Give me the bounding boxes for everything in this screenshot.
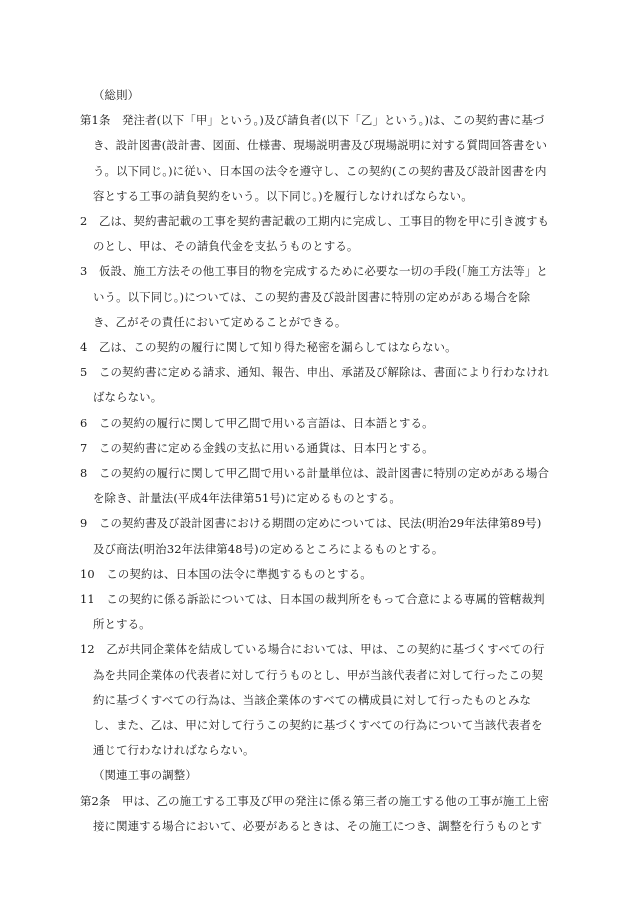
clause-10-paragraph: 10 この契約は、日本国の法令に準拠するものとする。	[80, 566, 372, 581]
clause-6-paragraph: 6 この契約の履行に関して甲乙間で用いる言語は、日本語とする。	[80, 415, 434, 430]
section-related-works-coordination	[80, 763, 550, 839]
article-1-paragraph: 第1条 発注者(以下「甲」という。)及び請負者(以下「乙」という。)は、この契約書に基づき、設計図書(設計書、図面、仕様書、現場説明書及び現場説明に対する質問回答書をいう。以下同じ。)に従い、日本国の法令を遵守し、この契約(この契約書及び設計図書を内容とする工事の請負契約をいう。以下同じ。)を履行しなければならない。	[80, 113, 548, 203]
section-general-provisions	[80, 83, 550, 763]
clause-8-paragraph: 8 この契約の履行に関して甲乙間で用いる計量単位は、設計図書に特別の定めがある場合を除き、計量法(平成4年法律第51号)に定めるものとする。	[80, 466, 550, 506]
clause-9-paragraph: 9 この契約書及び設計図書における期間の定めについては、民法(明治29年法律第89号)及び商法(明治32年法律第48号)の定めるところによるものとする。	[80, 516, 542, 556]
clause-7-paragraph: 7 この契約書に定める金銭の支払に用いる通貨は、日本円とする。	[80, 440, 434, 455]
section-heading: （総則）	[93, 88, 140, 102]
clause-12-paragraph: 12 乙が共同企業体を結成している場合においては、甲は、この契約に基づくすべての行為を共同企業体の代表者に対して行うものとし、甲が当該代表者に対して行ったこの契約に基づくすべての行為は、当該企業体のすべての構成員に対して行ったものとみなし、また、乙は、甲に対して行うこの契約に基づくすべての行為について当該代表者を通じて行わなければならない。	[80, 642, 545, 758]
section-heading: （関連工事の調整）	[93, 768, 197, 783]
clause-2-paragraph: 2 乙は、契約書記載の工事を契約書記載の工期内に完成し、工事目的物を甲に引き渡すものとし、甲は、その請負代金を支払うものとする。	[80, 214, 550, 254]
clause-5-paragraph: 5 この契約書に定める請求、通知、報告、申出、承諾及び解除は、書面により行わなければならない。	[80, 365, 550, 405]
clause-4-paragraph: 4 乙は、この契約の履行に関して知り得た秘密を漏らしてはならない。	[80, 340, 457, 355]
clause-11-paragraph: 11 この契約に係る訴訟については、日本国の裁判所をもって合意による専属的管轄裁判所とする。	[80, 592, 545, 632]
article-2-paragraph: 第2条 甲は、乙の施工する工事及び甲の発注に係る第三者の施工する他の工事が施工上密接に関連する場合において、必要があるときは、その施工につき、調整を行うものとす	[80, 793, 550, 833]
document-body	[80, 83, 550, 839]
clause-3-paragraph: 3 仮設、施工方法その他工事目的物を完成するために必要な一切の手段(「施工方法等」という。以下同じ。)については、この契約書及び設計図書に特別の定めがある場合を除き、乙がその責任において定めることができる。	[80, 264, 548, 329]
